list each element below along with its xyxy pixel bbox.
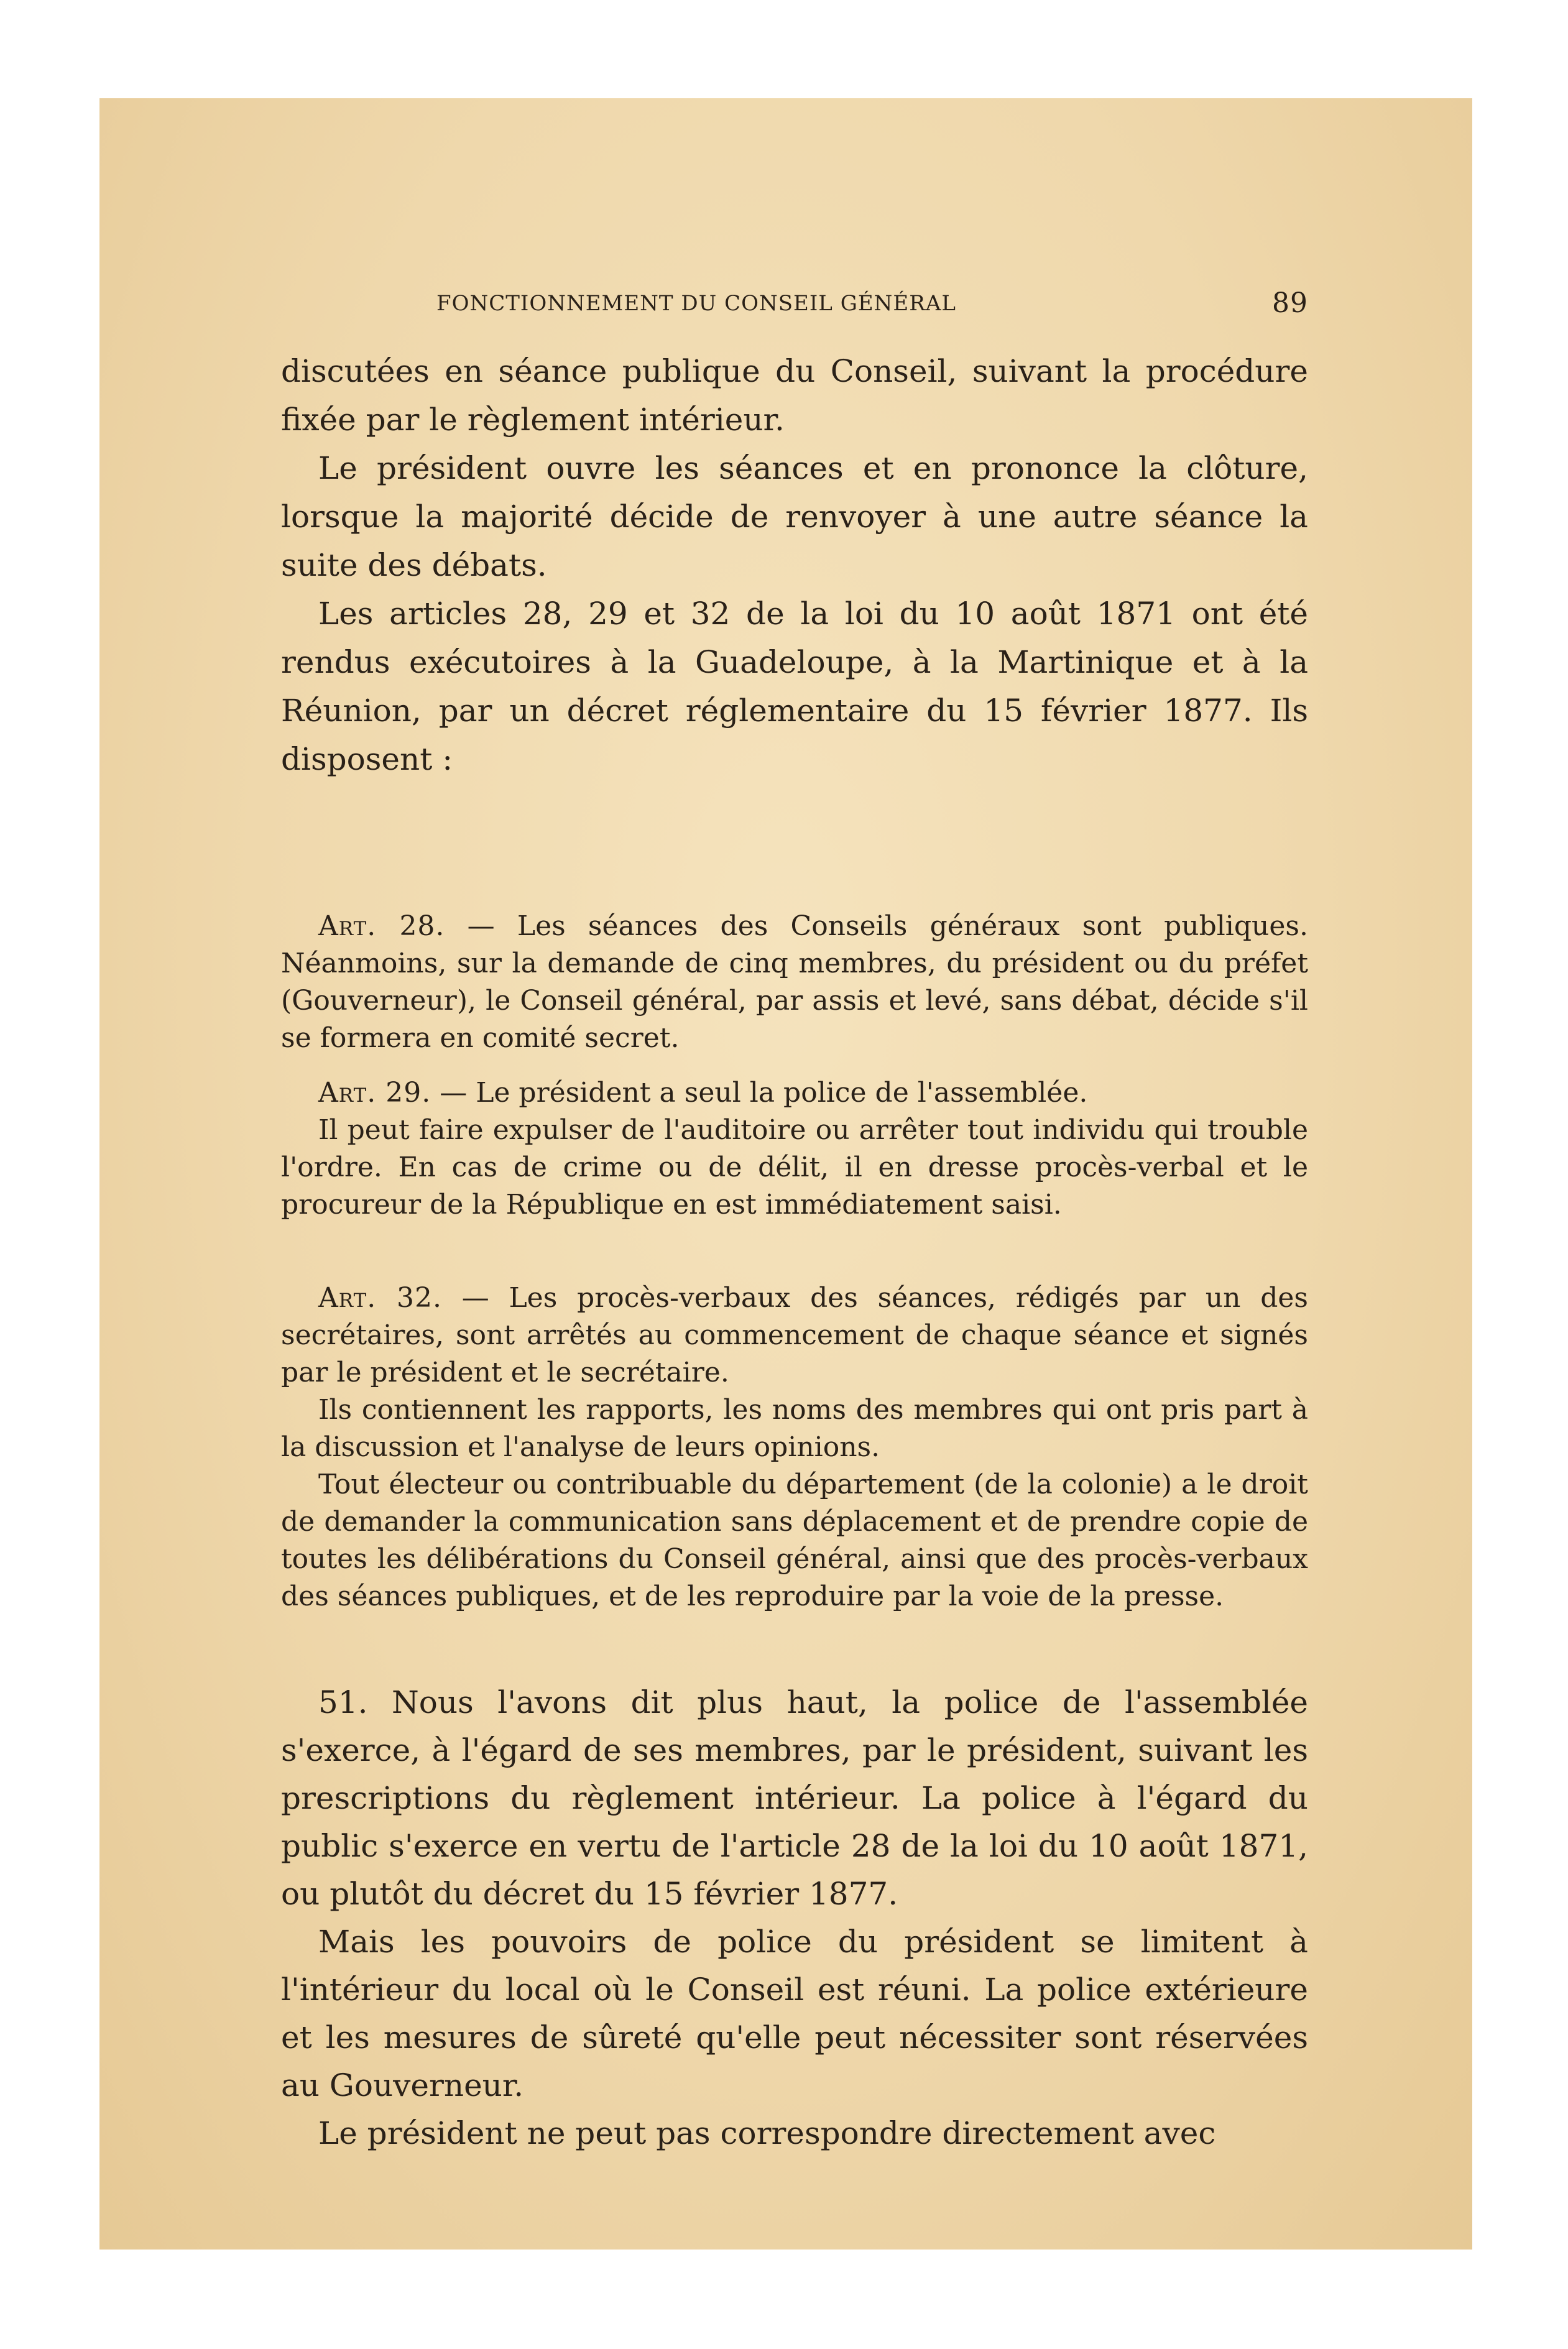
article-text: — Les séances des Conseils généraux sont publiques. Néanmoins, sur la demande de cinq membres, du président ou du préfet (Gouverneur), le Conseil général, par assis et levé, sans débat, décide s'il se formera en comité secret. bbox=[281, 910, 1308, 1054]
paragraph: Le président ouvre les séances et en prononce la clôture, lorsque la majorité décide de renvoyer à une autre séance la suite des débats. bbox=[281, 450, 1308, 583]
article-text: — Les procès-verbaux des séances, rédigés par un des secrétaires, sont arrêtés au commencement de chaque séance et signés par le président et le secrétaire. bbox=[281, 1282, 1308, 1388]
article-label: Art. 32. bbox=[318, 1282, 442, 1314]
running-header bbox=[281, 285, 1308, 322]
header-title: FONCTIONNEMENT DU CONSEIL GÉNÉRAL bbox=[436, 291, 956, 316]
article-paragraph: Il peut faire expulser de l'auditoire ou arrêter tout individu qui trouble l'ordre. En cas de crime ou de délit, il en dresse procès-verbal et le procureur de la République en est immédiatement saisi. bbox=[281, 1114, 1308, 1221]
closing-text bbox=[281, 1679, 1308, 2157]
article-text: — Le président a seul la police de l'assemblée. bbox=[440, 1077, 1088, 1109]
paragraph: Les articles 28, 29 et 32 de la loi du 10 août 1871 ont été rendus exécutoires à la Guadeloupe, à la Martinique et à la Réunion, par un décret réglementaire du 15 février 1877. Ils disposent : bbox=[281, 596, 1308, 777]
article-label: Art. 29. bbox=[318, 1077, 431, 1109]
article-paragraph: Tout électeur ou contribuable du département (de la colonie) a le droit de demander la communication sans déplacement et de prendre copie de toutes les délibérations du Conseil général, ainsi que des procès-verbaux des séances publiques, et de les reproduire par la voie de la presse. bbox=[281, 1469, 1308, 1612]
paragraph: discutées en séance publique du Conseil, suivant la procédure fixée par le règlement intérieur. bbox=[281, 353, 1308, 438]
article-paragraph: Ils contiennent les rapports, les noms des membres qui ont pris part à la discussion et l'analyse de leurs opinions. bbox=[281, 1394, 1308, 1463]
article-label: Art. 28. bbox=[318, 910, 445, 942]
paragraph: Le président ne peut pas correspondre directement avec bbox=[318, 2115, 1216, 2151]
article-32 bbox=[281, 1280, 1308, 1615]
article-paragraph bbox=[281, 1074, 1308, 1112]
article-paragraph bbox=[281, 908, 1308, 1057]
article-paragraph bbox=[281, 1280, 1308, 1391]
paragraph: 51. Nous l'avons dit plus haut, la police de l'assemblée s'exerce, à l'égard de ses membres, par le président, suivant les prescriptions du règlement intérieur. La police à l'égard du public s'exerce en vertu de l'article 28 de la loi du 10 août 1871, ou plutôt du décret du 15 février 1877. bbox=[281, 1684, 1308, 1912]
page-paper bbox=[99, 98, 1472, 2250]
article-28 bbox=[281, 908, 1308, 1074]
page-number: 89 bbox=[1272, 287, 1308, 319]
paragraph: Mais les pouvoirs de police du président se limitent à l'intérieur du local où le Conseil est réuni. La police extérieure et les mesures de sûreté qu'elle peut nécessiter sont réservées au Gouverneur. bbox=[281, 1924, 1308, 2103]
intro-text bbox=[281, 347, 1308, 783]
article-29 bbox=[281, 1074, 1308, 1224]
